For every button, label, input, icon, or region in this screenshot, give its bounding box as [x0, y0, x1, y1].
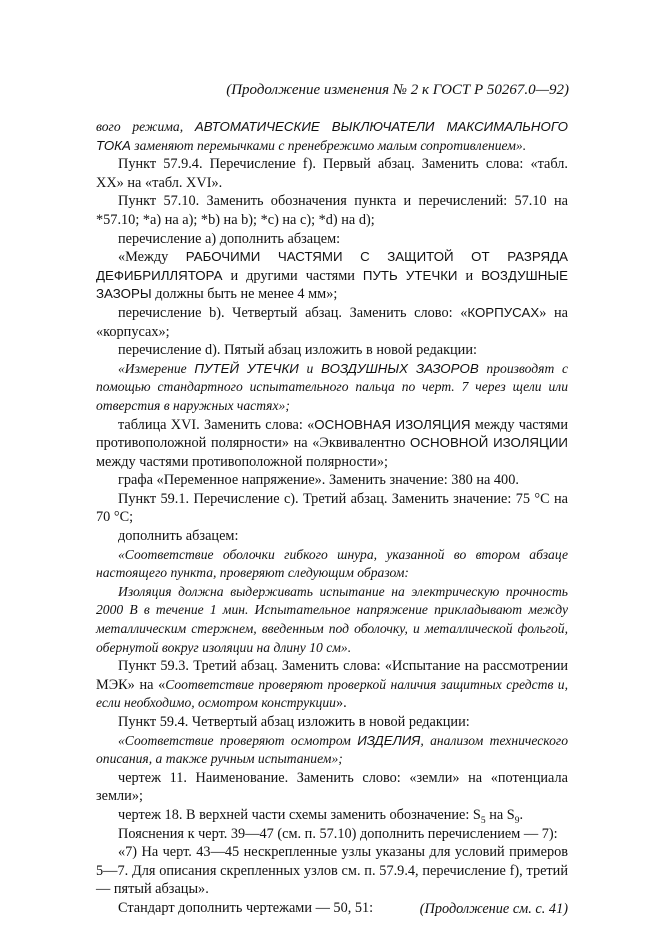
paragraph-21: Стандарт дополнить чертежами — 50, 51:	[118, 899, 374, 916]
paragraph-16: «Соответствие проверяют осмотром ИЗДЕЛИЯ, анализом технического описания, а также ручным испытанием»;	[96, 732, 568, 767]
paragraph-10: Пункт 59.1. Перечисление с). Третий абзац. Заменить значение: 75 °С на 70 °С;	[96, 490, 568, 526]
paragraph-12: «Соответствие оболочки гибкого шнура, указанной во втором абзаце настоящего пункта, проверяют следующим образом:	[96, 546, 568, 581]
paragraph-6: перечисление d). Пятый абзац изложить в новой редакции:	[118, 342, 477, 359]
paragraph-14: Пункт 59.3. Третий абзац. Заменить слова: «Испытание на рассмотрении МЭК» на «Соответствие проверяют проверкой наличия защитных средств и, если необходимо, осмотром конструкции».	[96, 658, 568, 712]
running-header: (Продолжение изменения № 2 к ГОСТ Р 50267.0—92)	[226, 82, 569, 98]
continuation-footer: (Продолжение см. с. 41)	[419, 900, 568, 917]
paragraph-4: «Между РАБОЧИМИ ЧАСТЯМИ С ЗАЩИТОЙ ОТ РАЗРЯДА ДЕФИБРИЛЛЯТОРА и другими частями ПУТЬ УТЕЧКИ и ВОЗДУШНЫЕ ЗАЗОРЫ должны быть не менее 4 мм»;	[96, 249, 568, 303]
paragraph-3: перечисление а) дополнить абзацем:	[118, 230, 341, 247]
document-body	[96, 118, 568, 932]
paragraph-5: перечисление b). Четвертый абзац. Заменить слово: «КОРПУСАХ» на «корпусах»;	[96, 304, 568, 340]
paragraph-17: чертеж 11. Наименование. Заменить слово: «земли» на «потенциала земли»;	[96, 769, 568, 805]
paragraph-18: чертеж 18. В верхней части схемы заменить обозначение: $S_5$ на $S_9$.	[118, 806, 524, 826]
paragraph-0: вого режима, АВТОМАТИЧЕСКИЕ ВЫКЛЮЧАТЕЛИ МАКСИМАЛЬНОГО ТОКА заменяют перемычками с пренебрежимо малым сопротивлением».	[96, 119, 568, 153]
paragraph-20: «7) На черт. 43—45 нескрепленные узлы указаны для условий примеров 5—7. Для описания скрепленных узлов см. п. 57.9.4, перечисление f), третий — пятый абзацы».	[96, 844, 568, 898]
paragraph-11: дополнить абзацем:	[118, 528, 239, 545]
paragraph-2: Пункт 57.10. Заменить обозначения пункта и перечислений: 57.10 на *57.10; *а) на а); *b) на b); *с) на с); *d) на d);	[96, 193, 568, 228]
paragraph-15: Пункт 59.4. Четвертый абзац изложить в новой редакции:	[118, 714, 470, 730]
paragraph-7: «Измерение ПУТЕЙ УТЕЧКИ и ВОЗДУШНЫХ ЗАЗОРОВ производят с помощью стандартного испытательного пальца по черт. 7 через щели или отверстия в наружных частях»;	[96, 360, 568, 413]
paragraph-19: Пояснения к черт. 39—47 (см. п. 57.10) дополнить перечислением — 7):	[118, 825, 558, 842]
paragraph-13: Изоляция должна выдерживать испытание на электрическую прочность 2000 В в течение 1 мин. Испытательное напряжение прикладывают между металлическим стержнем, введенным под оболочку, и металлической фольгой, обернутой вокруг изоляции на длину 10 см».	[96, 583, 568, 655]
paragraph-9: графа «Переменное напряжение». Заменить значение: 380 на 400.	[118, 472, 519, 489]
paragraph-8: таблица XVI. Заменить слова: «ОСНОВНАЯ ИЗОЛЯЦИЯ между частями противоположной полярности» на «Эквивалентно ОСНОВНОЙ ИЗОЛЯЦИИ между частями противоположной полярности»;	[96, 416, 568, 470]
paragraph-1: Пункт 57.9.4. Перечисление f). Первый абзац. Заменить слова: «табл. XX» на «табл. XVI».	[96, 156, 568, 191]
